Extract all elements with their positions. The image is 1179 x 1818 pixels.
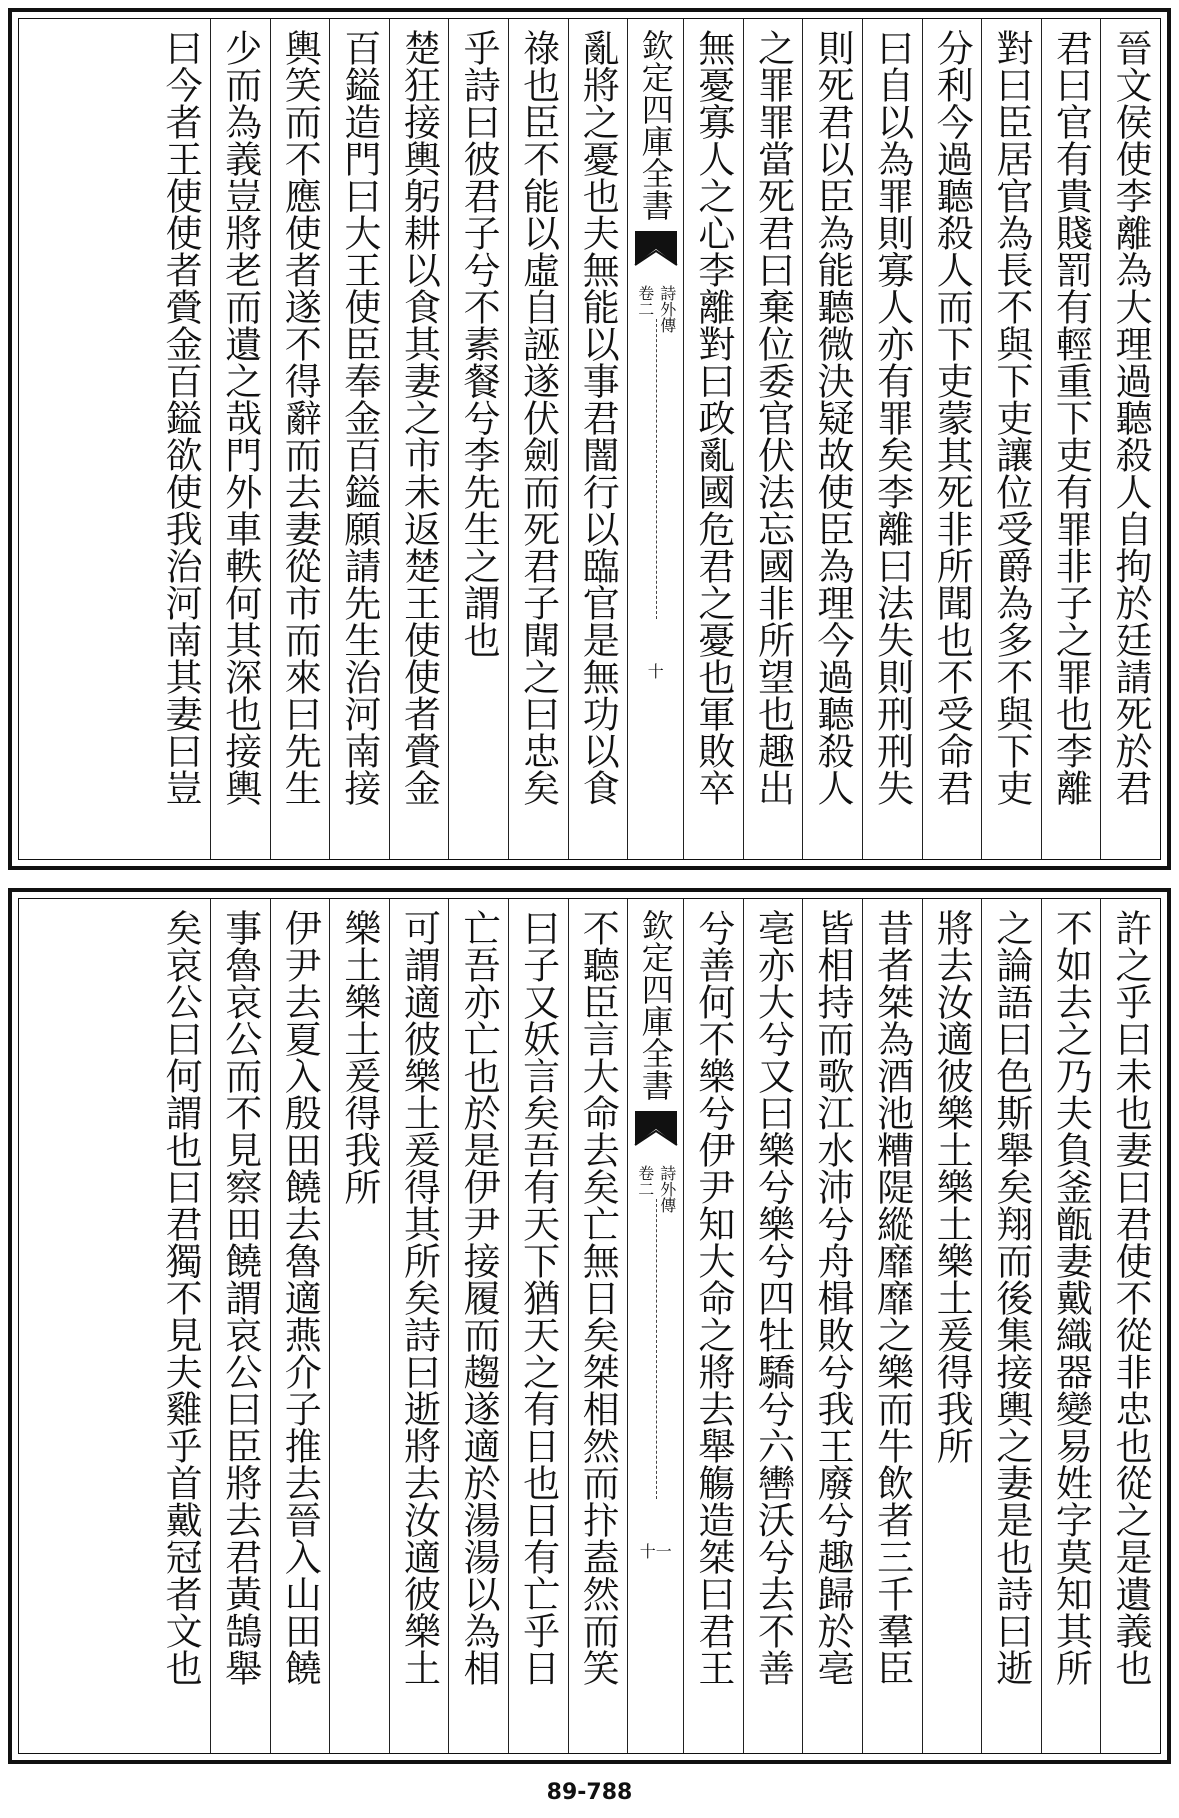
text-column: 曰子又妖言矣吾有天下猶天之有日也日有亡乎日 (508, 899, 568, 1753)
fishtail-mark-icon (633, 227, 679, 271)
text-column: 則死君以臣為能聽微決疑故使臣為理今過聽殺人 (802, 19, 862, 859)
text-column: 對曰臣居官為長不與下吏讓位受爵為多不與下吏 (981, 19, 1041, 859)
text-column: 乎詩曰彼君子兮不素餐兮李先生之謂也 (448, 19, 508, 859)
text-column: 許之乎曰未也妻曰君使不從非忠也從之是遺義也 (1100, 899, 1160, 1753)
text-column: 祿也臣不能以虛自誣遂伏劍而死君子聞之曰忠矣 (508, 19, 568, 859)
center-fold-column (627, 19, 683, 859)
fold-line (656, 319, 658, 619)
text-column: 不如去之乃夫負釜甑妻戴織器變易姓字莫知其所 (1041, 899, 1101, 1753)
fold-line (656, 1199, 658, 1499)
text-column: 昔者桀為酒池糟隄縱靡靡之樂而牛飲者三千羣臣 (862, 899, 922, 1753)
volume-label: 卷二 (635, 285, 655, 317)
book-title: 詩外傳 (657, 285, 677, 333)
text-column: 君曰官有貴賤罰有輕重下吏有罪非子之罪也李離 (1041, 19, 1101, 859)
center-fold-column (627, 899, 683, 1753)
text-column: 亡吾亦亡也於是伊尹接履而趨遂適於湯湯以為相 (448, 899, 508, 1753)
text-column: 亳亦大兮又曰樂兮樂兮四牡驕兮六轡沃兮去不善 (743, 899, 803, 1753)
text-column: 分利今過聽殺人而下吏蒙其死非所聞也不受命君 (922, 19, 982, 859)
text-column: 晉文侯使李離為大理過聽殺人自拘於廷請死於君 (1100, 19, 1160, 859)
leaf-number: 十 (647, 662, 664, 681)
text-column: 可謂適彼樂土爰得其所矣詩曰逝將去汝適彼樂土 (389, 899, 449, 1753)
text-column: 不聽臣言大命去矣亡無日矣桀相然而抃盍然而笑 (568, 899, 628, 1753)
text-column: 少而為義豈將老而遺之哉門外車軼何其深也接輿 (210, 19, 270, 859)
text-frame-top (18, 18, 1161, 860)
page-panel-top (8, 8, 1171, 870)
text-column: 曰自以為罪則寡人亦有罪矣李離曰法失則刑刑失 (862, 19, 922, 859)
text-frame-bottom (18, 898, 1161, 1754)
text-column: 曰今者王使使者賫金百鎰欲使我治河南其妻曰豈 (159, 29, 203, 806)
page-panel-bottom (8, 888, 1171, 1764)
volume-label: 卷二 (635, 1165, 655, 1197)
text-column: 輿笑而不應使者遂不得辭而去妻從市而來曰先生 (270, 19, 330, 859)
text-column: 矣哀公曰何謂也曰君獨不見夫雞乎首戴冠者文也 (159, 909, 203, 1686)
text-column: 事魯哀公而不見察田饒謂哀公曰臣將去君黃鵠舉 (210, 899, 270, 1753)
text-column: 伊尹去夏入殷田饒去魯適燕介子推去晉入山田饒 (270, 899, 330, 1753)
book-title: 詩外傳 (657, 1165, 677, 1213)
text-column: 百鎰造門曰大王使臣奉金百鎰願請先生治河南接 (329, 19, 389, 859)
text-column: 之論語曰色斯舉矣翔而後集接輿之妻是也詩曰逝 (981, 899, 1041, 1753)
text-column: 無憂寡人之心李離對曰政亂國危君之憂也軍敗卒 (683, 19, 743, 859)
text-column: 樂土樂土爰得我所 (329, 899, 389, 1753)
text-column: 楚狂接輿躬耕以食其妻之市未返楚王使使者賫金 (389, 19, 449, 859)
leaf-number: 十一 (639, 1542, 672, 1561)
page-number: 89-788 (546, 1780, 633, 1805)
text-column: 亂將之憂也夫無能以事君闇行以臨官是無功以食 (568, 19, 628, 859)
text-column: 兮善何不樂兮伊尹知大命之將去舉觴造桀曰君王 (683, 899, 743, 1753)
text-column: 之罪罪當死君曰棄位委官伏法忘國非所望也趣出 (743, 19, 803, 859)
text-column: 皆相持而歌江水沛兮舟楫敗兮我王廢兮趣歸於亳 (802, 899, 862, 1753)
collection-title: 欽定四庫全書 (636, 909, 675, 1101)
collection-title: 欽定四庫全書 (636, 29, 675, 221)
text-column: 將去汝適彼樂土樂土樂土爰得我所 (922, 899, 982, 1753)
fishtail-mark-icon (633, 1107, 679, 1151)
